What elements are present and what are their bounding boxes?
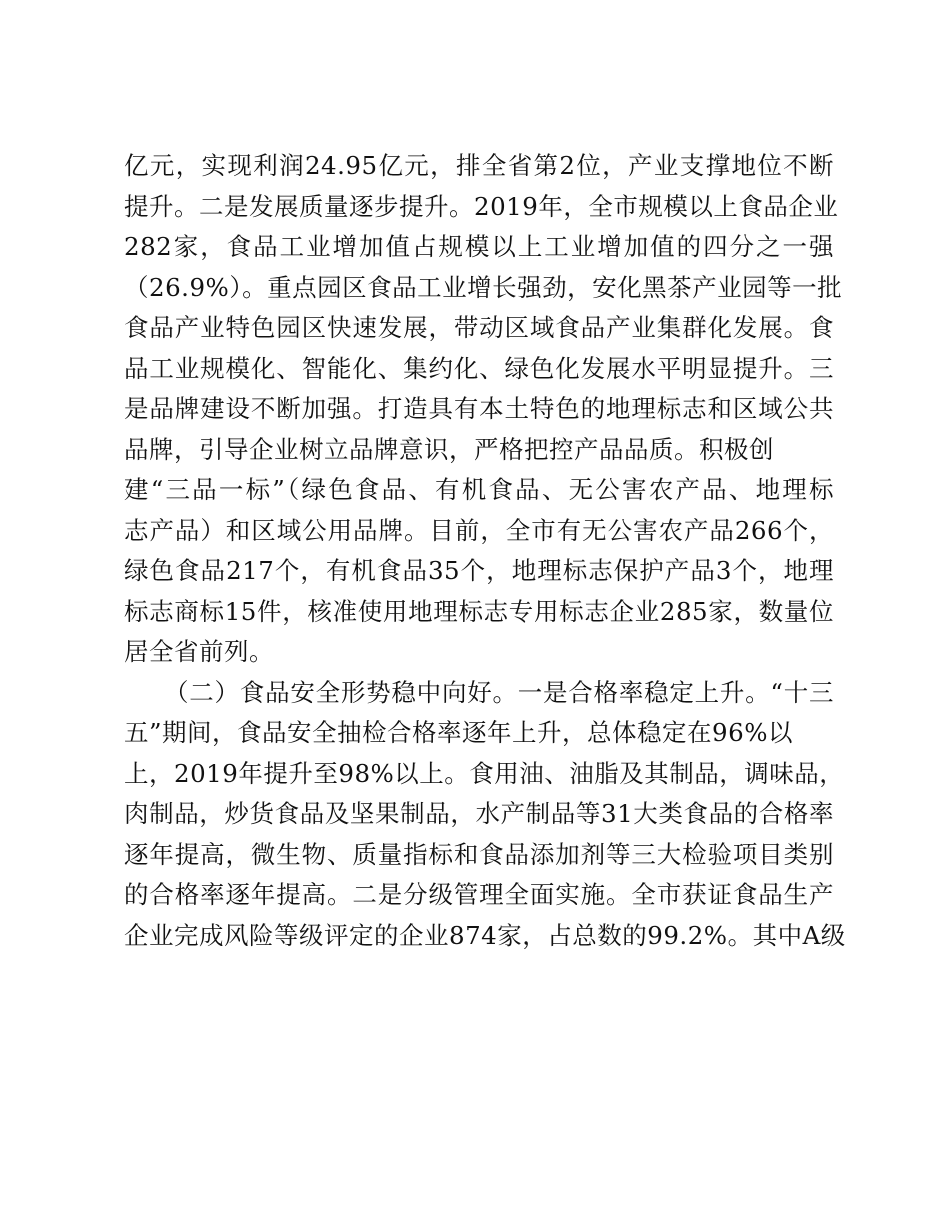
text-line: 亿元，实现利润24.95亿元，排全省第2位，产业支撑地位不断 (124, 151, 834, 180)
paragraph-industry-overview (124, 146, 843, 673)
text-line: 品牌，引导企业树立品牌意识，严格把控产品品质。积极创 (124, 434, 774, 464)
document-body (124, 146, 846, 956)
text-line: 上，2019年提升至98%以上。食用油、油脂及其制品，调味品， (124, 758, 845, 788)
text-line: （26.9%）。重点园区食品工业增长强劲，安化黑茶产业园等一批 (124, 272, 843, 302)
text-line: 食品产业特色园区快速发展，带动区域食品产业集群化发展。食 (124, 313, 834, 342)
text-line: 是品牌建设不断加强。打造具有本土特色的地理标志和区域公共 (124, 394, 834, 423)
text-line: 绿色食品217个，有机食品35个，地理标志保护产品3个，地理 (124, 556, 834, 585)
text-line: 的合格率逐年提高。二是分级管理全面实施。全市获证食品生产 (124, 880, 834, 909)
section-heading-line: （二）食品安全形势稳中向好。一是合格率稳定上升。“十三 (164, 677, 834, 707)
text-line: 品工业规模化、智能化、集约化、绿色化发展水平明显提升。三 (124, 353, 834, 383)
text-line: 居全省前列。 (124, 637, 274, 666)
text-line: 逐年提高，微生物、质量指标和食品添加剂等三大检验项目类别 (124, 839, 834, 869)
text-line: 肉制品，炒货食品及坚果制品，水产制品等31大类食品的合格率 (124, 799, 834, 828)
text-line: 282家，食品工业增加值占规模以上工业增加值的四分之一强 (124, 232, 834, 261)
text-line: 提升。二是发展质量逐步提升。2019年，全市规模以上食品企业 (124, 191, 839, 221)
text-line: 建“三品一标”（绿色食品、有机食品、无公害农产品、地理标 (124, 475, 834, 504)
text-line: 志产品）和区域公用品牌。目前，全市有无公害农产品266个， (124, 515, 834, 545)
text-line: 企业完成风险等级评定的企业874家，占总数的99.2%。其中A级 (124, 920, 846, 950)
paragraph-food-safety (124, 673, 846, 957)
text-line: 五”期间，食品安全抽检合格率逐年上升，总体稳定在96%以 (124, 718, 793, 747)
text-line: 标志商标15件，核准使用地理标志专用标志企业285家，数量位 (124, 596, 834, 626)
